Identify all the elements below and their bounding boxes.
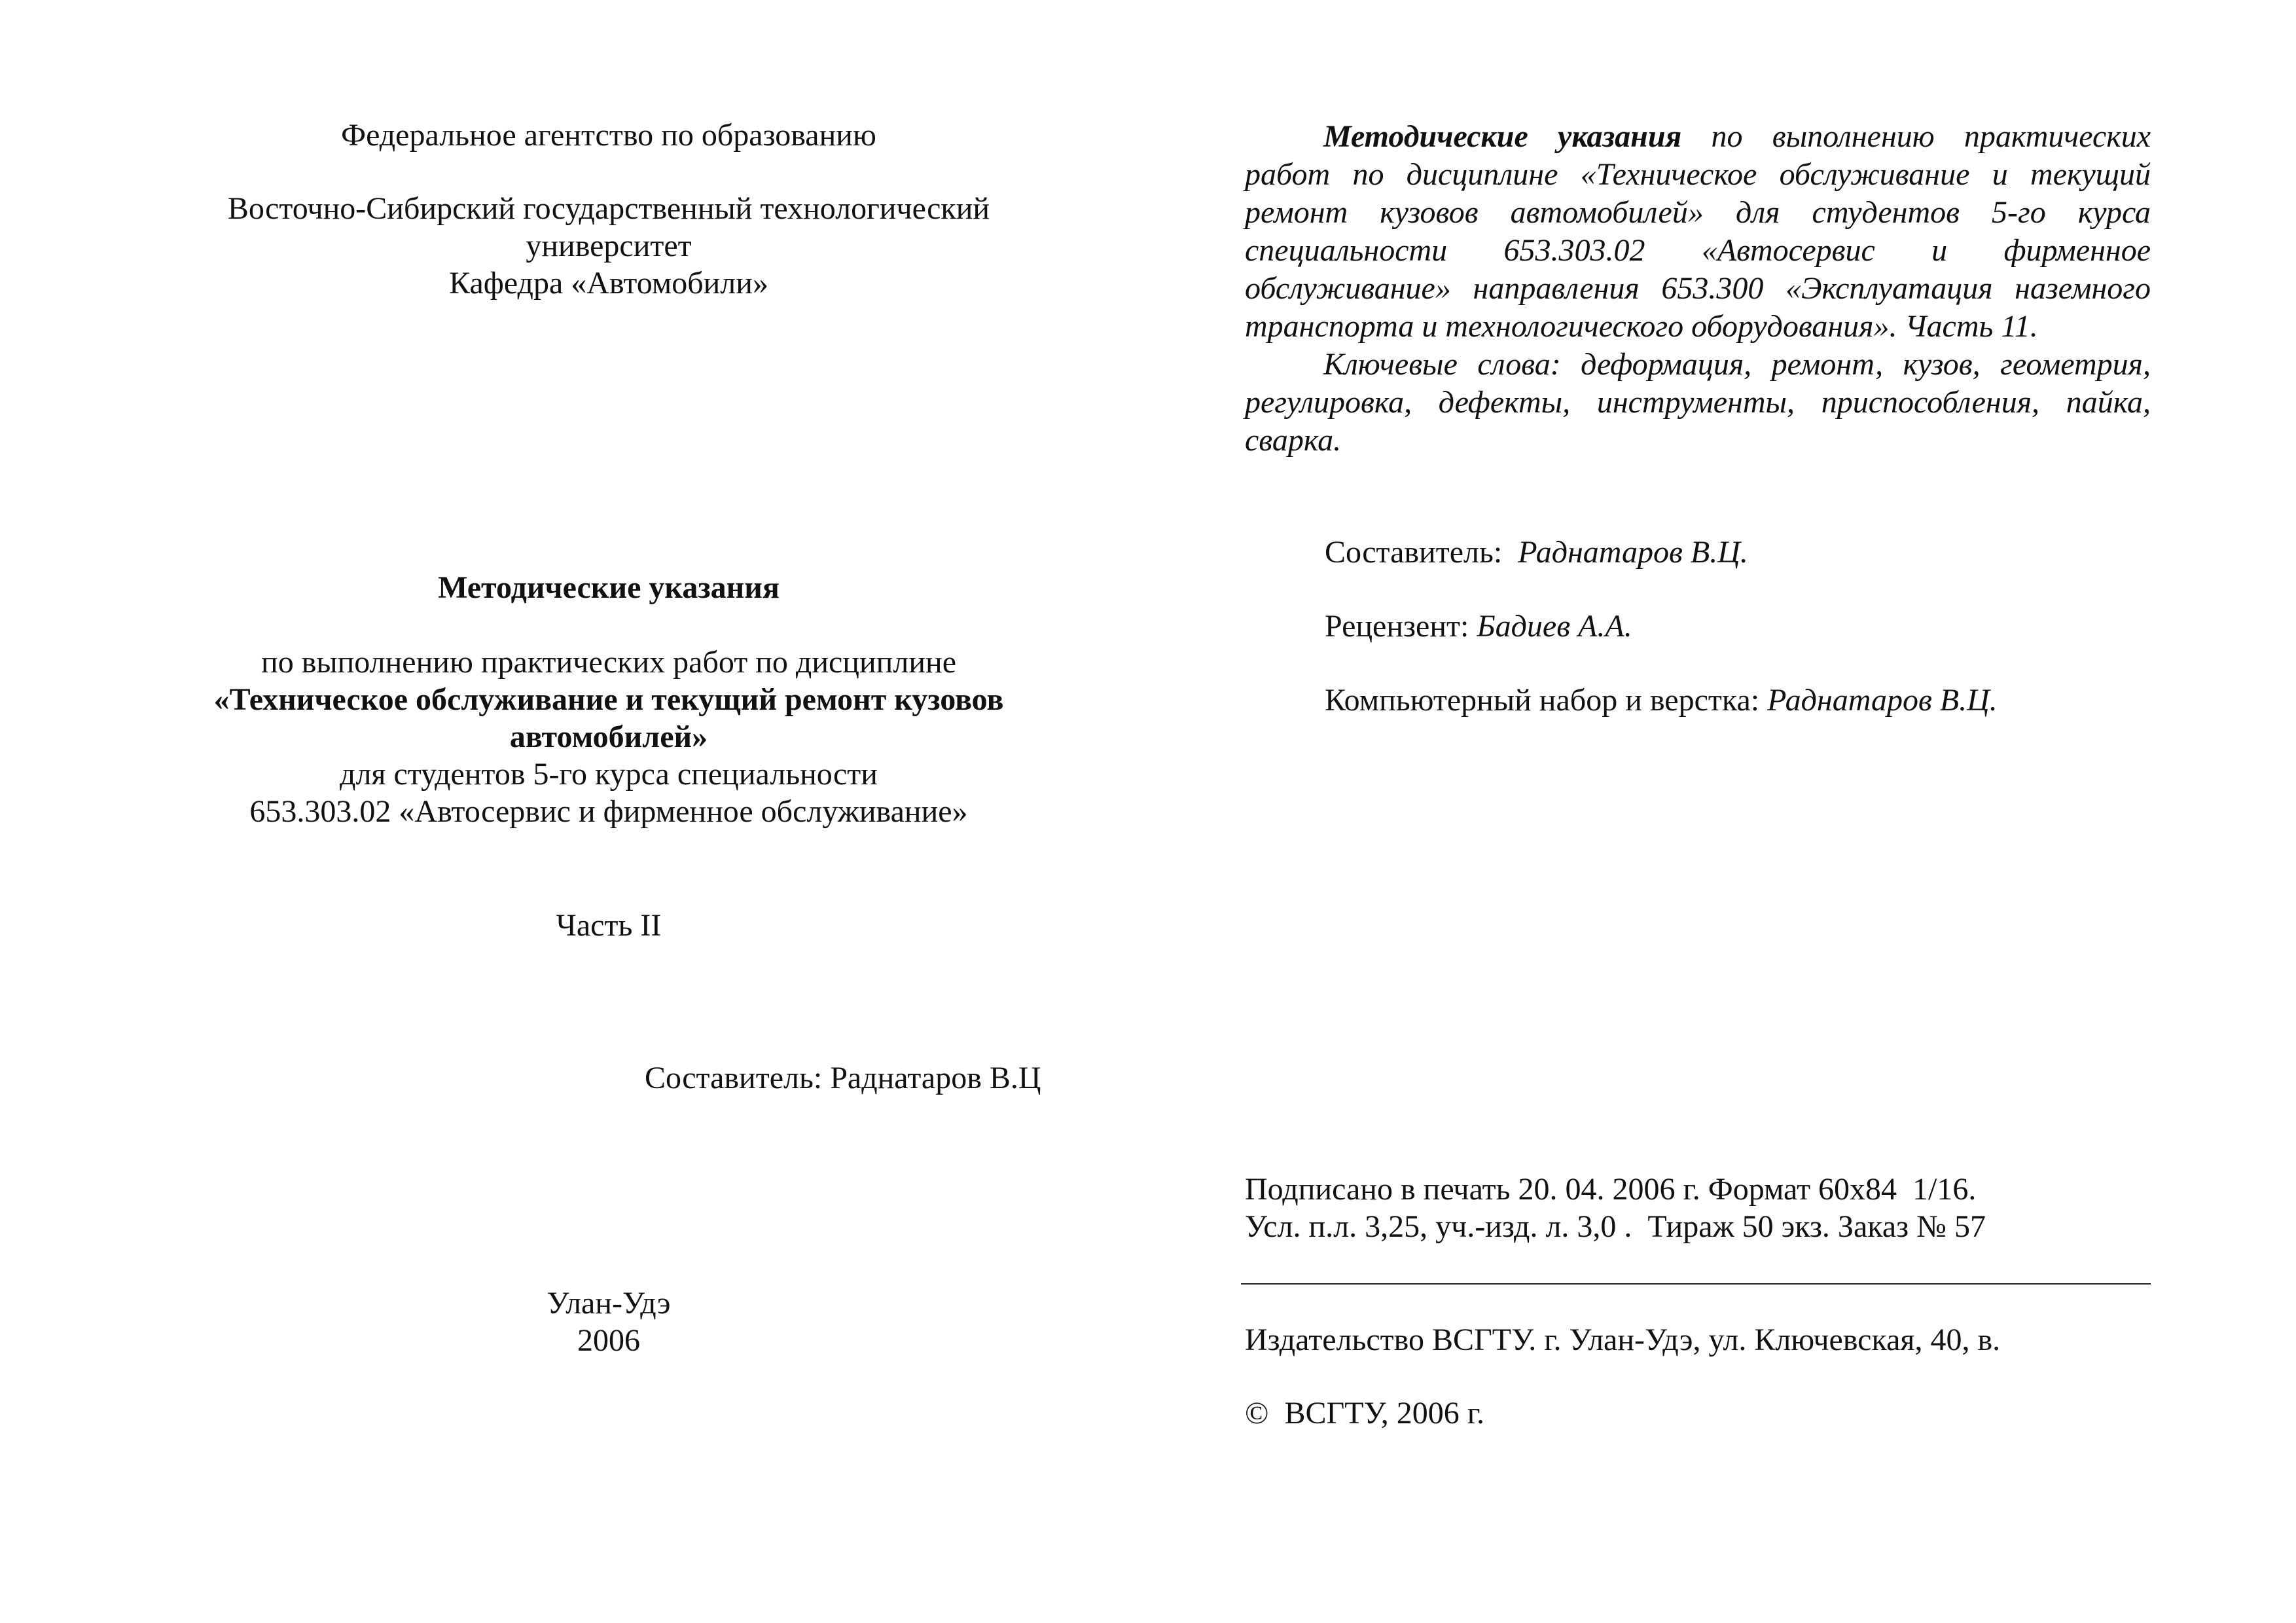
print-info-line1: Подписано в печать 20. 04. 2006 г. Формат 60х84 1/16.: [1245, 1172, 1977, 1207]
document-type-title: Методические указания: [438, 570, 780, 605]
annotation-block: [1245, 118, 2151, 460]
purpose-line: по выполнению практических работ по дисциплине: [261, 645, 956, 680]
compiler-line: Составитель: Раднатаров В.Ц: [645, 1061, 1041, 1095]
reviewer-label: Рецензент:: [1325, 609, 1469, 644]
keywords-paragraph: Ключевые слова: деформация, ремонт, кузов, геометрия, регулировка, дефекты, инструменты, приспособления, пайка, сварка.: [1245, 347, 2151, 458]
city-name: Улан-Удэ: [547, 1286, 671, 1321]
typesetting-credit: [1325, 682, 1998, 719]
annotation-body: по выполнению практических работ по дисциплине «Техническое обслуживание и текущий ремонт кузовов автомобилей» для студентов 5-го курса специальности 653.303.02 «Автосервис и фирменное обслуживание» направления 653.300 «Эксплуатация наземного транспорта и технологического оборудования». Часть 11.: [1245, 119, 2151, 344]
discipline-title-line2: автомобилей»: [509, 720, 708, 754]
agency-name: Федеральное агентство по образованию: [341, 118, 876, 153]
compiler-credit: [1325, 534, 1748, 571]
audience-line2: 653.303.02 «Автосервис и фирменное обслуживание»: [249, 794, 968, 829]
right-page: [1148, 0, 2296, 1623]
publication-year: 2006: [577, 1323, 640, 1358]
imprint-divider: [1241, 1283, 2151, 1285]
reviewer-credit: [1325, 608, 1632, 645]
discipline-title-line1: «Техническое обслуживание и текущий ремонт кузовов: [213, 682, 1004, 717]
compiler-label: Составитель:: [1325, 535, 1503, 570]
typesetting-name: Раднатаров В.Ц.: [1767, 683, 1998, 718]
typesetting-label: Компьютерный набор и верстка:: [1325, 683, 1760, 718]
audience-line1: для студентов 5-го курса специальности: [340, 757, 878, 792]
reviewer-name: Бадиев А.А.: [1477, 609, 1632, 644]
annotation-title: Методические указания: [1323, 119, 1682, 154]
copyright-line: © ВСГТУ, 2006 г.: [1245, 1396, 1484, 1431]
annotation-paragraph: [1245, 118, 2151, 346]
compiler-name: Раднатаров В.Ц.: [1518, 535, 1748, 570]
university-name-line2: университет: [526, 228, 692, 263]
print-info-line2: Усл. п.л. 3,25, уч.-изд. л. 3,0 . Тираж 50 экз. Заказ № 57: [1245, 1209, 1986, 1244]
publisher-info: Издательство ВСГТУ. г. Улан-Удэ, ул. Ключевская, 40, в.: [1245, 1322, 2001, 1357]
university-name-line1: Восточно-Сибирский государственный технологический: [227, 191, 990, 226]
part-number: Часть II: [556, 908, 662, 943]
department-name: Кафедра «Автомобили»: [449, 266, 768, 301]
